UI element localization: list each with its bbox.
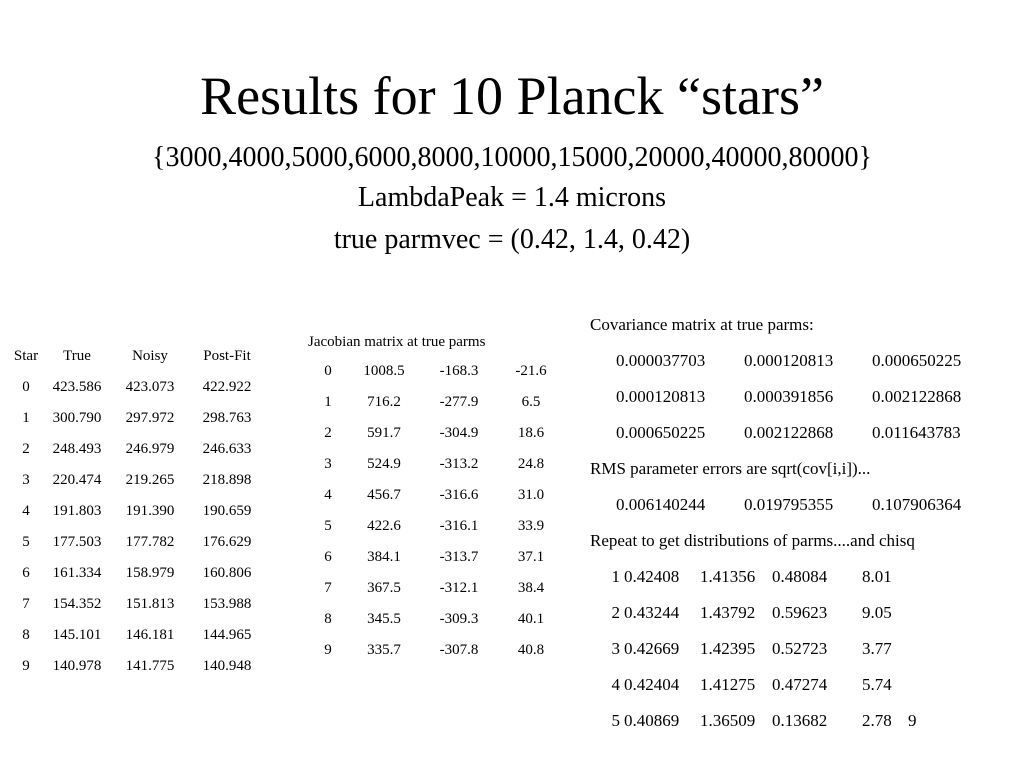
table-cell: 3 (22, 472, 30, 488)
table-cell: 161.334 (52, 565, 102, 581)
covariance-row (590, 347, 961, 383)
list-item: 1 (611, 567, 620, 586)
table-cell: 4 (22, 503, 30, 519)
matrix-cell: 0.011643783 (872, 423, 961, 442)
table-cell: 191.390 (125, 503, 175, 519)
jacobian-caption: Jacobian matrix at true parms (308, 334, 486, 350)
table-cell: -316.6 (439, 487, 479, 503)
table-cell: 384.1 (367, 549, 401, 565)
table-cell: 423.073 (125, 379, 175, 395)
table-cell: 248.493 (52, 441, 102, 457)
matrix-cell: 0.000650225 (616, 423, 706, 442)
table-cell: 160.806 (202, 565, 252, 581)
list-item: 1.42395 (700, 639, 756, 658)
table-cell: 154.352 (52, 596, 102, 612)
repeat-row (590, 635, 961, 671)
repeat-row (590, 599, 961, 635)
table-cell: 0 (324, 363, 332, 379)
table-row (10, 562, 266, 593)
table-cell: 218.898 (202, 472, 252, 488)
table-row (10, 593, 266, 624)
list-item: 0.42669 (624, 639, 680, 658)
table-cell: 31.0 (517, 487, 545, 503)
repeat-caption: Repeat to get distributions of parms....and chisq (590, 531, 915, 550)
list-item: 0.47274 (772, 675, 828, 694)
list-item: 5 (611, 711, 620, 730)
table-row (308, 515, 564, 546)
covariance-row (590, 419, 961, 455)
table-cell: 423.586 (52, 379, 102, 395)
matrix-cell: 0.002122868 (872, 387, 962, 406)
table-cell: 0 (22, 379, 30, 395)
table-cell: -309.3 (439, 611, 479, 627)
list-item: 3 (611, 639, 620, 658)
table-cell: 246.633 (202, 441, 252, 457)
rms-value: 0.107906364 (872, 495, 962, 514)
table-cell: 345.5 (367, 611, 401, 627)
table-cell: 146.181 (125, 627, 175, 643)
table-row (308, 608, 564, 639)
table-cell: 40.1 (517, 611, 545, 627)
jacobian-table (308, 332, 564, 670)
list-item: 1.41275 (700, 675, 756, 694)
table-row (10, 531, 266, 562)
table-cell: 1008.5 (363, 363, 405, 379)
table-cell: 140.978 (52, 658, 102, 674)
table-cell: 591.7 (367, 425, 401, 441)
matrix-cell: 0.002122868 (744, 423, 834, 442)
table-cell: 158.979 (125, 565, 175, 581)
table-row (308, 391, 564, 422)
table-cell: 177.503 (52, 534, 102, 550)
list-item: 3.77 (862, 639, 892, 658)
table-cell: 18.6 (517, 425, 545, 441)
list-item: 0.40869 (624, 711, 680, 730)
table-cell: 24.8 (517, 456, 545, 472)
list-item: 0.42408 (624, 567, 680, 586)
table-row (308, 360, 564, 391)
table-cell: -277.9 (439, 394, 479, 410)
column-header: Post-Fit (203, 348, 251, 364)
table-cell: 37.1 (517, 549, 545, 565)
table-cell: -312.1 (439, 580, 479, 596)
table-cell: 6 (22, 565, 30, 581)
table-cell: 300.790 (52, 410, 102, 426)
table-cell: 40.8 (517, 642, 545, 658)
table-cell: 9 (22, 658, 30, 674)
list-item: 5.74 (862, 675, 892, 694)
repeat-row (590, 563, 961, 599)
rms-value: 0.006140244 (616, 495, 706, 514)
list-item: 2 (611, 603, 620, 622)
table-cell: 8 (22, 627, 30, 643)
table-cell: 176.629 (202, 534, 252, 550)
table-cell: 524.9 (367, 456, 401, 472)
table-cell: 2 (22, 441, 30, 457)
rms-row (590, 491, 961, 527)
table-cell: -304.9 (439, 425, 479, 441)
table-cell: 422.6 (367, 518, 401, 534)
list-item: 9.05 (862, 603, 892, 622)
table-cell: 177.782 (125, 534, 175, 550)
table-cell: 335.7 (367, 642, 401, 658)
table-cell: 4 (324, 487, 332, 503)
rms-value: 0.019795355 (744, 495, 834, 514)
table-cell: 5 (22, 534, 30, 550)
table-cell: 191.803 (52, 503, 102, 519)
table-cell: 246.979 (125, 441, 175, 457)
list-item: 4 (611, 675, 620, 694)
table-cell: 3 (324, 456, 332, 472)
star-values-table (10, 345, 266, 686)
table-cell: 145.101 (52, 627, 102, 643)
table-cell: -21.6 (515, 363, 547, 379)
list-item: 0.42404 (624, 675, 680, 694)
list-item: 0.52723 (772, 639, 828, 658)
lambda-peak: LambdaPeak = 1.4 microns (357, 182, 667, 213)
table-row (308, 484, 564, 515)
table-cell: 298.763 (202, 410, 252, 426)
table-cell: 33.9 (517, 518, 545, 534)
table-cell: 1 (22, 410, 30, 426)
list-item: 1.43792 (700, 603, 756, 622)
slide-title: Results for 10 Planck “stars” (200, 66, 824, 126)
table-cell: -316.1 (439, 518, 479, 534)
list-item: 0.13682 (772, 711, 828, 730)
column-header: Noisy (132, 348, 168, 364)
list-item: 0.43244 (624, 603, 680, 622)
list-item: 0.48084 (772, 567, 828, 586)
column-header: True (63, 348, 91, 364)
table-cell: 144.965 (202, 627, 252, 643)
table-row (308, 639, 564, 670)
table-cell: 190.659 (202, 503, 252, 519)
list-item: 2.78 (862, 711, 892, 730)
covariance-caption: Covariance matrix at true parms: (590, 315, 814, 334)
table-cell: 6.5 (521, 394, 541, 410)
matrix-cell: 0.000391856 (744, 387, 834, 406)
matrix-cell: 0.000037703 (616, 351, 706, 370)
table-row (10, 438, 266, 469)
matrix-cell: 0.000120813 (744, 351, 834, 370)
table-cell: 6 (324, 549, 332, 565)
table-cell: 2 (324, 425, 332, 441)
table-cell: 219.265 (125, 472, 175, 488)
table-cell: 38.4 (517, 580, 545, 596)
table-cell: 7 (324, 580, 332, 596)
page-number: 9 (908, 711, 917, 730)
list-item: 1.41356 (700, 567, 756, 586)
table-cell: 141.775 (125, 658, 175, 674)
matrix-cell: 0.000120813 (616, 387, 706, 406)
table-row (308, 422, 564, 453)
table-row (10, 376, 266, 407)
list-item: 1.36509 (700, 711, 756, 730)
table-row (10, 624, 266, 655)
true-parmvec: true parmvec = (0.42, 1.4, 0.42) (333, 224, 691, 255)
column-header: Star (13, 348, 39, 364)
rms-caption: RMS parameter errors are sqrt(cov[i,i])... (590, 459, 871, 478)
table-cell: -313.2 (439, 456, 479, 472)
table-row (308, 577, 564, 608)
table-header (10, 345, 266, 376)
table-cell: 367.5 (367, 580, 401, 596)
table-row (10, 469, 266, 500)
table-cell: 8 (324, 611, 332, 627)
list-item: 8.01 (862, 567, 892, 586)
table-cell: 297.972 (125, 410, 175, 426)
table-cell: 220.474 (52, 472, 102, 488)
table-cell: 9 (324, 642, 332, 658)
table-row (308, 546, 564, 577)
results-panel (590, 311, 961, 743)
table-cell: 140.948 (202, 658, 252, 674)
table-row (10, 500, 266, 531)
table-row (308, 453, 564, 484)
temperature-list: {3000,4000,5000,6000,8000,10000,15000,20000,40000,80000} (152, 142, 872, 173)
table-cell: -313.7 (439, 549, 479, 565)
table-cell: 422.922 (202, 379, 252, 395)
matrix-cell: 0.000650225 (872, 351, 962, 370)
table-cell: 153.988 (202, 596, 252, 612)
table-cell: 5 (324, 518, 332, 534)
table-row (10, 407, 266, 438)
table-cell: 716.2 (367, 394, 401, 410)
repeat-row (590, 707, 961, 743)
list-item: 0.59623 (772, 603, 828, 622)
repeat-row (590, 671, 961, 707)
table-cell: 151.813 (125, 596, 175, 612)
table-cell: 456.7 (367, 487, 401, 503)
table-cell: 7 (22, 596, 30, 612)
table-row (10, 655, 266, 686)
table-cell: -168.3 (439, 363, 479, 379)
covariance-row (590, 383, 961, 419)
table-cell: -307.8 (439, 642, 479, 658)
table-cell: 1 (324, 394, 332, 410)
